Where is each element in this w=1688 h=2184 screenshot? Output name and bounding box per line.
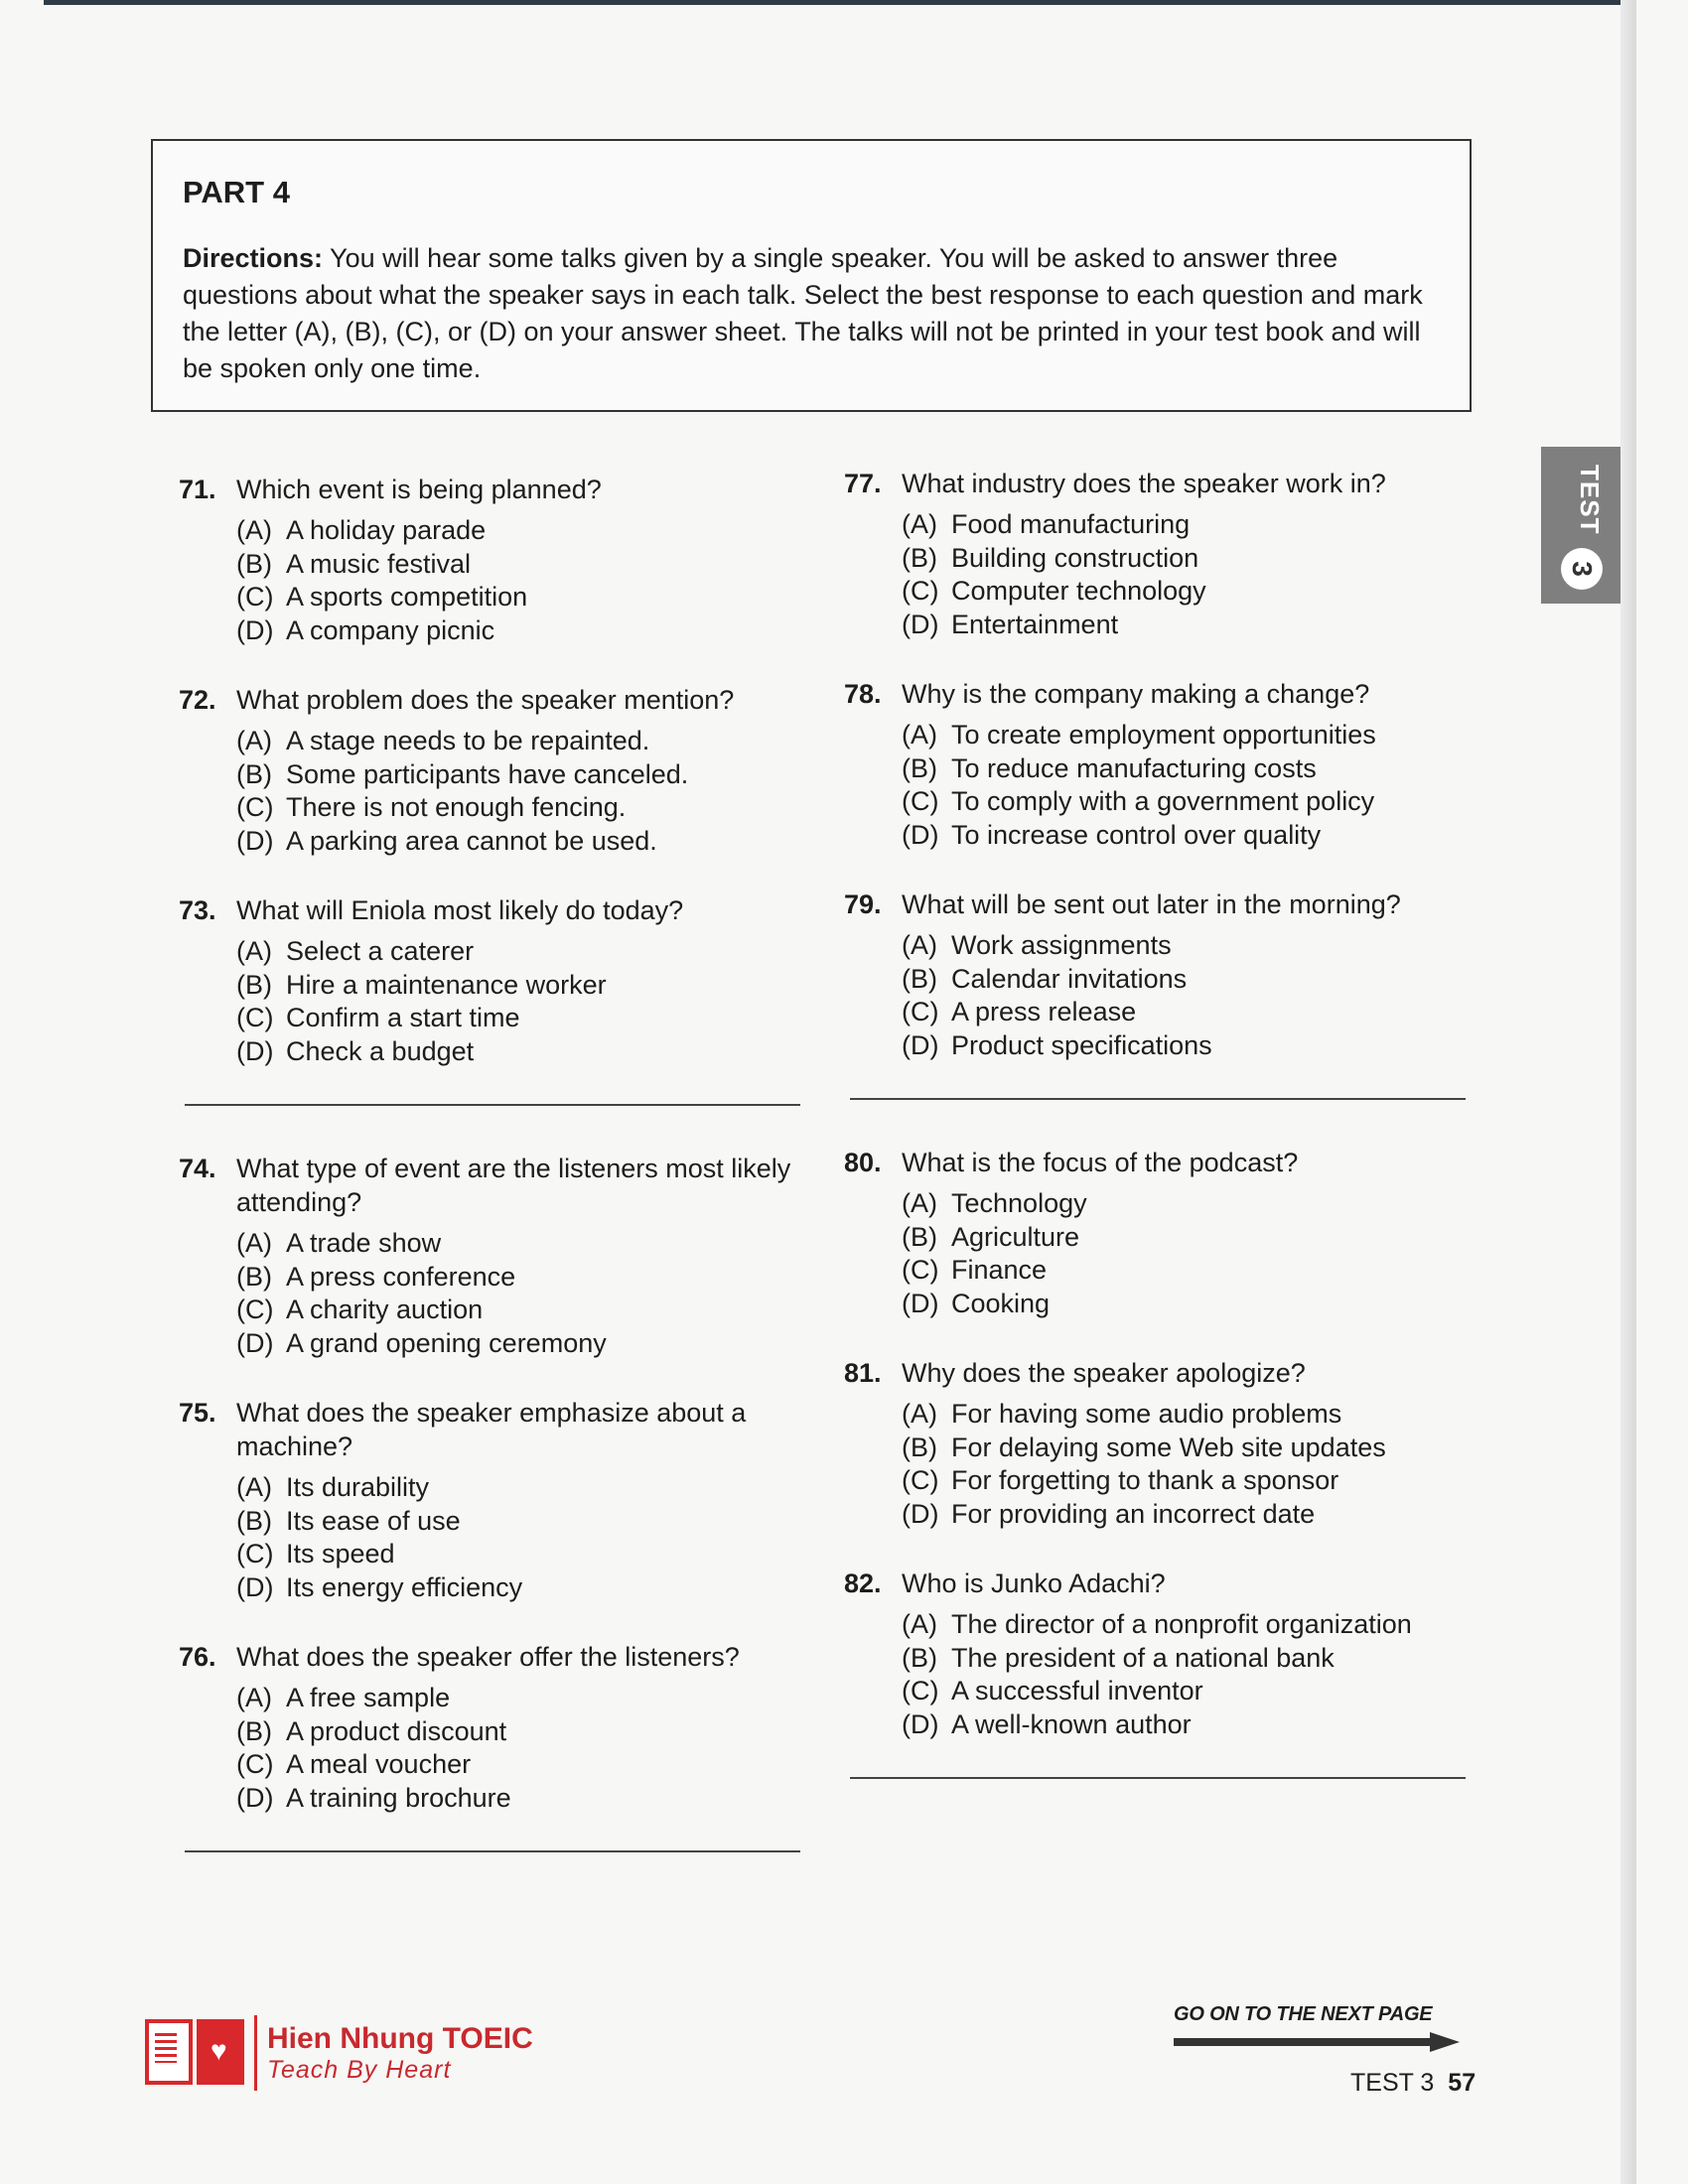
option-text: A press conference [286, 1261, 516, 1292]
brand-logo [145, 2015, 533, 2091]
test-tab-label: TEST [1575, 465, 1605, 535]
answer-option [902, 1398, 1479, 1432]
option-text: A meal voucher [286, 1749, 472, 1779]
question-number: 72. [179, 685, 216, 715]
option-text: Building construction [951, 542, 1199, 573]
question-number: 73. [179, 895, 216, 925]
answer-option [902, 1254, 1479, 1288]
option-letter: (B) [236, 1505, 272, 1536]
answer-option [902, 508, 1479, 542]
answer-option [902, 609, 1479, 642]
question [179, 683, 814, 858]
option-text: To increase control over quality [951, 819, 1322, 850]
part-title: PART 4 [183, 175, 290, 209]
option-letter: (A) [902, 1399, 937, 1429]
option-text: Calendar invitations [951, 963, 1188, 994]
page-number: 57 [1448, 2069, 1477, 2097]
option-text: A parking area cannot be used. [286, 825, 657, 856]
option-letter: (A) [902, 509, 937, 539]
directions-box [151, 139, 1472, 412]
question-text: What does the speaker offer the listeners? [236, 1642, 740, 1672]
answer-option [236, 1748, 814, 1782]
test-tab-number: 3 [1561, 548, 1603, 590]
option-letter: (A) [236, 515, 272, 545]
group-divider [850, 1098, 1466, 1100]
page-footer [1350, 2069, 1476, 2098]
option-letter: (C) [236, 1295, 274, 1324]
option-text: Confirm a start time [286, 1003, 520, 1032]
option-letter: (A) [902, 720, 937, 750]
answer-option [236, 969, 814, 1003]
top-rule [44, 0, 1632, 5]
option-letter: (A) [236, 1683, 272, 1712]
question [844, 887, 1479, 1062]
option-text: Its speed [286, 1539, 395, 1569]
logo-subtitle: Teach By Heart [267, 2055, 452, 2084]
answer-option [236, 1538, 814, 1571]
option-text: The president of a national bank [951, 1642, 1335, 1673]
option-letter: (D) [236, 825, 274, 856]
question [844, 1356, 1479, 1531]
option-text: A product discount [286, 1715, 507, 1746]
option-letter: (A) [236, 1472, 272, 1502]
answer-option [902, 752, 1479, 786]
answer-option [236, 825, 814, 859]
option-text: A company picnic [286, 614, 495, 645]
question-text: What problem does the speaker mention? [236, 685, 735, 715]
answer-option [236, 548, 814, 582]
answer-option [902, 1642, 1479, 1676]
option-letter: (C) [236, 792, 274, 822]
question [844, 1146, 1479, 1320]
logo-divider [254, 2015, 257, 2091]
answer-option [902, 575, 1479, 609]
answer-option [236, 1682, 814, 1715]
logo-title: Hien Nhung TOEIC [267, 2021, 533, 2055]
option-text: For having some audio problems [951, 1399, 1342, 1429]
option-letter: (B) [902, 1642, 937, 1673]
answer-option [902, 996, 1479, 1029]
answer-option [902, 542, 1479, 576]
question-text: What will be sent out later in the morning? [902, 889, 1401, 919]
directions-label: Directions: [183, 243, 324, 273]
group-divider [185, 1104, 800, 1106]
answer-option [902, 719, 1479, 752]
option-text: A music festival [286, 548, 472, 579]
option-letter: (A) [236, 936, 272, 966]
question-number: 81. [844, 1358, 882, 1388]
answer-options [902, 1187, 1479, 1320]
option-text: Select a caterer [286, 936, 475, 966]
option-text: A stage needs to be repainted. [286, 726, 650, 755]
option-letter: (B) [236, 1715, 272, 1746]
answer-option [236, 935, 814, 969]
answer-option [902, 1675, 1479, 1708]
question [844, 1567, 1479, 1741]
next-page-text: GO ON TO THE NEXT PAGE [1174, 2003, 1433, 2025]
answer-options [236, 725, 814, 858]
option-letter: (D) [236, 1571, 274, 1602]
question-text: What industry does the speaker work in? [902, 469, 1386, 498]
option-text: Its durability [286, 1472, 430, 1502]
option-text: Agriculture [951, 1221, 1080, 1252]
arrow-right-icon [1174, 2032, 1472, 2052]
answer-option [236, 1715, 814, 1749]
option-letter: (D) [236, 614, 274, 645]
answer-options [902, 719, 1479, 852]
option-text: A trade show [286, 1228, 442, 1258]
option-text: A well-known author [951, 1708, 1192, 1739]
option-letter: (C) [236, 1539, 274, 1569]
answer-option [236, 1327, 814, 1361]
option-letter: (C) [236, 582, 274, 612]
question-number: 77. [844, 469, 882, 498]
option-text: For providing an incorrect date [951, 1498, 1316, 1529]
question-text: What type of event are the listeners most likely attending? [236, 1154, 791, 1217]
next-page-indicator [1174, 2003, 1472, 2052]
answer-option [236, 1505, 814, 1539]
answer-options [902, 1398, 1479, 1531]
answer-option [902, 1498, 1479, 1532]
option-letter: (D) [902, 1029, 939, 1060]
question [179, 1152, 814, 1360]
option-text: For delaying some Web site updates [951, 1432, 1386, 1462]
option-text: Entertainment [951, 609, 1119, 639]
option-letter: (B) [236, 969, 272, 1000]
question [179, 893, 814, 1068]
option-letter: (B) [902, 1432, 937, 1462]
answer-option [902, 785, 1479, 819]
question-number: 78. [844, 679, 882, 709]
answer-options [236, 1227, 814, 1360]
question [179, 473, 814, 647]
footer-test-label: TEST 3 [1350, 2069, 1435, 2097]
question-text: Why does the speaker apologize? [902, 1358, 1306, 1388]
option-text: A free sample [286, 1683, 451, 1712]
question-text: What does the speaker emphasize about a machine? [236, 1398, 747, 1461]
book-heart-icon: ♥ [145, 2015, 248, 2091]
option-text: Finance [951, 1255, 1048, 1285]
answer-option [902, 1608, 1479, 1642]
answer-option [902, 929, 1479, 963]
option-text: Hire a maintenance worker [286, 969, 607, 1000]
right-column [844, 467, 1479, 1825]
answer-option [236, 514, 814, 548]
option-text: Some participants have canceled. [286, 758, 689, 789]
test-tab [1541, 447, 1620, 604]
question-text: What is the focus of the podcast? [902, 1148, 1299, 1177]
answer-options [236, 935, 814, 1068]
option-text: Computer technology [951, 576, 1206, 606]
answer-option [236, 614, 814, 648]
question-number: 75. [179, 1398, 216, 1428]
option-text: To create employment opportunities [951, 720, 1376, 750]
option-text: Cooking [951, 1288, 1051, 1318]
option-letter: (A) [902, 930, 937, 960]
directions-body: You will hear some talks given by a single speaker. You will be asked to answer three questions about what the speaker says in each talk. Select the best response to each question and mark the letter (A), (B), (C), or (D) on your answer sheet. The talks will not be printed in your test book and will be spoken only one time. [183, 243, 1423, 383]
answer-option [902, 1029, 1479, 1063]
directions-text [183, 240, 1440, 387]
group-divider [185, 1850, 800, 1852]
question-number: 79. [844, 889, 882, 919]
answer-option [236, 1261, 814, 1295]
answer-option [902, 963, 1479, 997]
option-letter: (C) [902, 997, 939, 1026]
option-letter: (D) [902, 609, 939, 639]
answer-option [236, 725, 814, 758]
answer-option [236, 1571, 814, 1605]
answer-options [236, 1682, 814, 1815]
question-text: What will Eniola most likely do today? [236, 895, 684, 925]
option-letter: (B) [902, 542, 937, 573]
answer-options [236, 514, 814, 647]
page-edge [1620, 0, 1636, 2184]
option-text: The director of a nonprofit organization [951, 1609, 1412, 1639]
option-text: A training brochure [286, 1782, 511, 1813]
option-letter: (B) [236, 758, 272, 789]
option-text: To reduce manufacturing costs [951, 752, 1317, 783]
answer-options [902, 1608, 1479, 1741]
answer-option [236, 1035, 814, 1069]
answer-option [236, 1782, 814, 1816]
group-divider [850, 1777, 1466, 1779]
answer-option [902, 1288, 1479, 1321]
answer-option [902, 819, 1479, 853]
option-letter: (C) [902, 1465, 939, 1495]
option-letter: (D) [902, 1498, 939, 1529]
left-column [179, 473, 814, 1898]
answer-option [236, 1294, 814, 1327]
option-letter: (A) [902, 1609, 937, 1639]
option-letter: (A) [236, 1228, 272, 1258]
answer-option [902, 1464, 1479, 1498]
answer-option [902, 1708, 1479, 1742]
option-letter: (D) [236, 1327, 274, 1358]
option-letter: (C) [236, 1749, 274, 1779]
option-text: Food manufacturing [951, 509, 1191, 539]
answer-option [236, 1002, 814, 1035]
answer-option [236, 791, 814, 825]
option-text: Its energy efficiency [286, 1571, 523, 1602]
option-letter: (C) [902, 1255, 939, 1285]
option-text: Its ease of use [286, 1505, 461, 1536]
option-letter: (B) [902, 963, 937, 994]
answer-option [236, 581, 814, 614]
option-letter: (A) [902, 1188, 937, 1218]
answer-option [236, 1471, 814, 1505]
question-text: Who is Junko Adachi? [902, 1569, 1166, 1598]
answer-option [236, 758, 814, 792]
question-text: Which event is being planned? [236, 475, 602, 504]
option-letter: (D) [236, 1782, 274, 1813]
option-letter: (C) [236, 1003, 274, 1032]
question [179, 1396, 814, 1604]
question-number: 82. [844, 1569, 882, 1598]
question-number: 80. [844, 1148, 882, 1177]
option-letter: (C) [902, 576, 939, 606]
option-text: Check a budget [286, 1035, 475, 1066]
question-text: Why is the company making a change? [902, 679, 1370, 709]
option-text: A sports competition [286, 582, 528, 612]
option-letter: (A) [236, 726, 272, 755]
option-letter: (C) [902, 786, 939, 816]
option-text: A holiday parade [286, 515, 487, 545]
question-number: 71. [179, 475, 216, 504]
option-text: A successful inventor [951, 1676, 1203, 1706]
option-letter: (B) [236, 1261, 272, 1292]
option-text: A charity auction [286, 1295, 484, 1324]
answer-option [902, 1187, 1479, 1221]
option-text: Product specifications [951, 1029, 1212, 1060]
answer-option [902, 1432, 1479, 1465]
answer-options [902, 508, 1479, 641]
answer-option [902, 1221, 1479, 1255]
option-text: To comply with a government policy [951, 786, 1375, 816]
option-letter: (B) [236, 548, 272, 579]
question [844, 467, 1479, 641]
answer-options [236, 1471, 814, 1604]
option-letter: (B) [902, 752, 937, 783]
option-text: There is not enough fencing. [286, 792, 627, 822]
option-text: Work assignments [951, 930, 1172, 960]
option-letter: (D) [902, 819, 939, 850]
option-letter: (D) [902, 1708, 939, 1739]
question-number: 74. [179, 1154, 216, 1183]
option-text: A grand opening ceremony [286, 1327, 607, 1358]
question [179, 1640, 814, 1815]
option-text: For forgetting to thank a sponsor [951, 1465, 1339, 1495]
option-letter: (D) [902, 1288, 939, 1318]
option-letter: (D) [236, 1035, 274, 1066]
question [844, 677, 1479, 852]
option-text: A press release [951, 997, 1137, 1026]
answer-options [902, 929, 1479, 1062]
answer-option [236, 1227, 814, 1261]
option-letter: (B) [902, 1221, 937, 1252]
option-letter: (C) [902, 1676, 939, 1706]
question-number: 76. [179, 1642, 216, 1672]
option-text: Technology [951, 1188, 1087, 1218]
